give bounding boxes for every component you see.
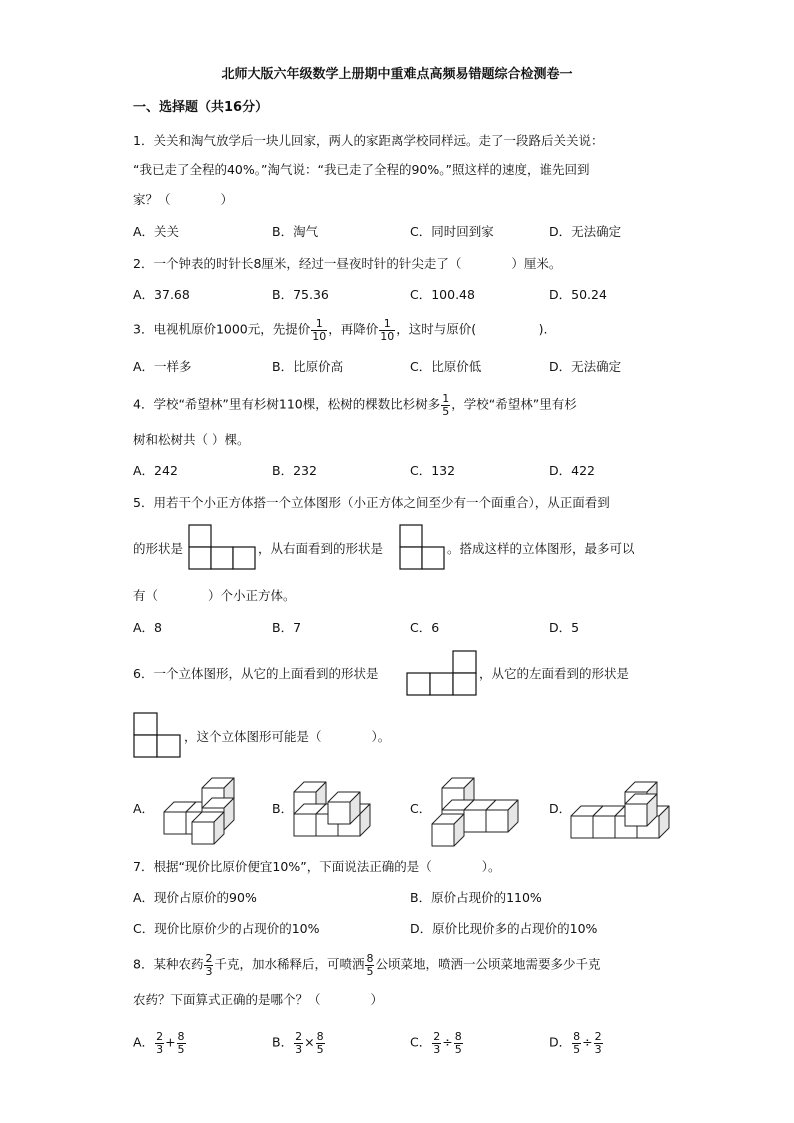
cube [328,792,360,824]
q3-text-a: 3．电视机原价1000元，先提价 [133,321,311,337]
frac-den: 5 [366,964,374,978]
frac-num: 2 [205,952,213,965]
q5-line2c: 。搭成这样的立体图形，最多可以 [447,541,635,556]
q4-fraction [441,393,450,417]
fraction [155,1031,164,1055]
q5-line3: 有（ ）个小正方体。 [133,588,296,603]
q7-option-a[interactable]: A．现价占原价的90% [133,890,257,905]
q5-line1: 5．用若干个小正方体搭一个立体图形（小正方体之间至少有一个面重合），从正面看到 [133,495,610,510]
q4-option-b[interactable]: B．232 [272,463,317,478]
frac-den: 10 [380,329,395,343]
cube [192,812,224,844]
q3-text-c: ，这时与原价( ). [396,321,548,337]
q8-line2: 农药？下面算式正确的是哪个？（ ） [133,992,384,1007]
cube [486,800,518,832]
q1-line3: 家？（ ） [133,192,234,207]
frac-num: 2 [295,1030,303,1043]
q5-option-d[interactable]: D．5 [549,620,580,635]
q5-right-view-figure [399,524,447,570]
q5-option-b[interactable]: B．7 [272,620,302,635]
q7-option-c[interactable]: C．现价比原价少的占现价的10% [133,921,320,936]
q5-front-view-figure [188,524,258,570]
fraction [594,1031,603,1055]
q6-top-view-figure [406,650,478,696]
q3-fraction-2 [379,318,395,342]
q1-line1: 1．关关和淘气放学后一块儿回家，两人的家距离学校同样远。走了一段路后关关说： [133,133,604,148]
q7-option-d[interactable]: D．原价比现价多的占现价的10% [410,921,598,936]
frac-den: 3 [156,1042,164,1056]
q1-line2: “我已走了全程的40%。”淘气说：“我已走了全程的90%。”照这样的速度，谁先回到 [133,162,590,177]
q3-option-a[interactable]: A．一样多 [133,359,192,374]
q2-option-c[interactable]: C．100.48 [410,287,475,302]
q3-line1 [133,318,548,342]
q6-line1b: ，从它的左面看到的形状是 [479,666,630,681]
frac-num: 1 [383,317,391,330]
frac-den: 5 [573,1042,581,1056]
fraction [177,1031,186,1055]
q6-option-a-solid-figure[interactable] [150,774,240,842]
frac-den: 5 [442,404,450,418]
q3-option-b[interactable]: B．比原价高 [272,359,344,374]
q4-option-d[interactable]: D．422 [549,463,595,478]
q6-option-d-solid-figure[interactable] [567,774,667,842]
q1-option-b[interactable]: B．淘气 [272,224,319,239]
q6-option-c[interactable]: C． [410,801,432,816]
operator: ÷ [442,1034,453,1050]
frac-den: 3 [295,1042,303,1056]
q2-option-b[interactable]: B．75.36 [272,287,329,302]
operator: + [165,1034,176,1050]
q1-option-a[interactable]: A．关关 [133,224,180,239]
q8-text-b: 千克，加水稀释后，可喷洒 [214,956,365,972]
q2-option-d[interactable]: D．50.24 [549,287,607,302]
fraction [432,1031,441,1055]
q6-option-c-solid-figure[interactable] [428,774,528,842]
frac-num: 2 [156,1030,164,1043]
q8-text-c: 公顷菜地，喷洒一公顷菜地需要多少千克 [375,956,601,972]
frac-den: 3 [594,1042,602,1056]
option-label: C． [410,1034,432,1050]
frac-den: 5 [177,1042,185,1056]
q3-text-b: ，再降价 [328,321,379,337]
frac-den: 10 [312,329,327,343]
operator: ÷ [582,1034,593,1050]
q3-option-d[interactable]: D．无法确定 [549,359,622,374]
q3-fraction-1 [311,318,327,342]
q6-line2: ，这个立体图形可能是（ ）。 [184,729,391,744]
q7-line1: 7．根据“现价比原价便宜10%”，下面说法正确的是（ ）。 [133,859,501,874]
frac-num: 8 [573,1030,581,1043]
fraction [316,1031,325,1055]
q6-left-view-figure [133,712,183,758]
page-title: 北师大版六年级数学上册期中重难点高频易错题综合检测卷一 [221,67,573,82]
q4-option-c[interactable]: C．132 [410,463,456,478]
q8-text-a: 8．某种农药 [133,956,204,972]
frac-num: 8 [454,1030,462,1043]
frac-num: 8 [366,952,374,965]
q8-option-b[interactable] [272,1031,326,1055]
q5-line2b: ，从右面看到的形状是 [258,541,384,556]
q5-option-c[interactable]: C．6 [410,620,440,635]
frac-num: 1 [442,392,450,405]
frac-den: 5 [454,1042,462,1056]
q5-option-a[interactable]: A．8 [133,620,163,635]
cube [432,814,464,846]
q6-option-a[interactable]: A． [133,801,155,816]
q4-option-a[interactable]: A．242 [133,463,178,478]
option-label: A． [133,1034,155,1050]
q6-line1: 6．一个立体图形，从它的上面看到的形状是 [133,666,379,681]
q5-line2a: 的形状是 [133,541,184,556]
section-heading: 一、选择题（共16分） [133,100,269,115]
frac-num: 2 [433,1030,441,1043]
q2-option-a[interactable]: A．37.68 [133,287,190,302]
q8-fraction-2 [365,953,374,977]
fraction [572,1031,581,1055]
q8-line1 [133,953,600,977]
q8-option-d[interactable] [549,1031,604,1055]
q8-option-a[interactable] [133,1031,187,1055]
frac-num: 8 [177,1030,185,1043]
frac-num: 8 [316,1030,324,1043]
fraction [454,1031,463,1055]
frac-den: 3 [433,1042,441,1056]
option-label: B． [272,1034,294,1050]
q4-line1 [133,393,577,417]
q4-line2: 树和松树共（ ）棵。 [133,432,250,447]
option-label: D． [549,1034,572,1050]
q6-option-b-solid-figure[interactable] [290,774,380,842]
q7-option-b[interactable]: B．原价占现价的110% [410,890,542,905]
q6-option-b[interactable]: B． [272,801,294,816]
frac-num: 2 [594,1030,602,1043]
fraction [294,1031,303,1055]
cube [625,794,657,826]
q1-option-d[interactable]: D．无法确定 [549,224,622,239]
frac-num: 1 [315,317,323,330]
frac-den: 3 [205,964,213,978]
q4-text-b: ，学校“希望林”里有杉 [451,396,577,412]
q2-line1: 2．一个钟表的时针长8厘米，经过一昼夜时针的针尖走了（ ）厘米。 [133,256,562,271]
q4-text-a: 4．学校“希望林”里有杉树110棵，松树的棵数比杉树多 [133,396,441,412]
q8-option-c[interactable] [410,1031,464,1055]
q8-fraction-1 [204,953,213,977]
q6-option-d[interactable]: D． [549,801,572,816]
q1-option-c[interactable]: C．同时回到家 [410,224,494,239]
operator: × [304,1034,315,1050]
frac-den: 5 [316,1042,324,1056]
q3-option-c[interactable]: C．比原价低 [410,359,482,374]
